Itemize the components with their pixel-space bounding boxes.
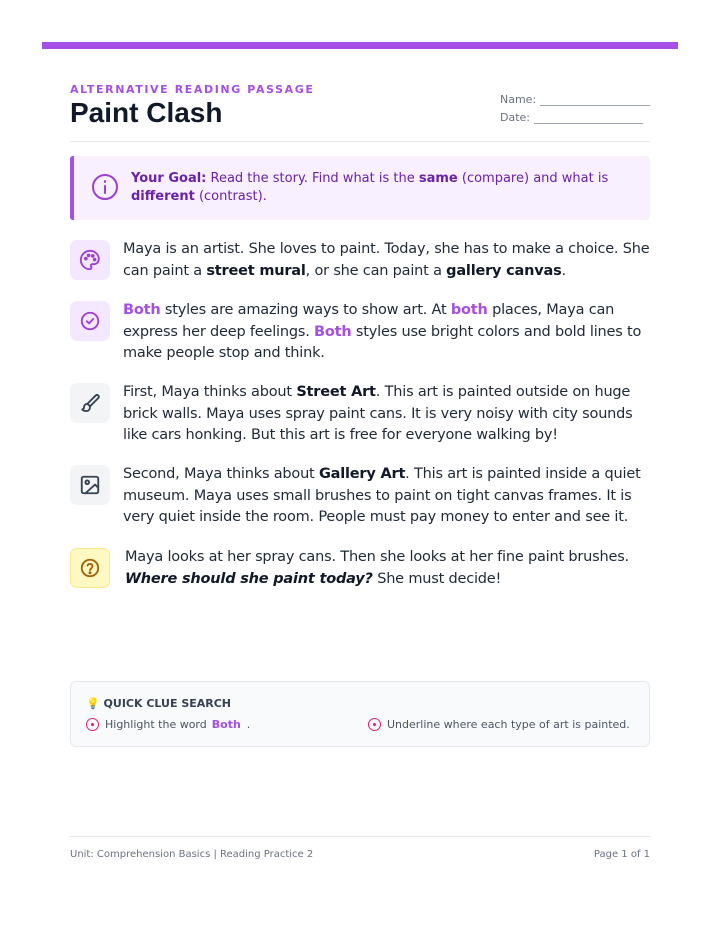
p5-part: Maya looks at her spray cans. Then she looks at her fine paint brushes. (125, 549, 629, 565)
page-title: Paint Clash (70, 97, 223, 128)
clue-item-1 (86, 718, 250, 731)
goal-different: different (131, 189, 195, 204)
p3-street-art: Street Art (296, 384, 376, 400)
p4-part: . This art is painted inside a quiet museum. Maya uses small brushes to paint on tight canvas frames. It is very quiet inside the room. People must pay money to enter and see it. (123, 466, 641, 526)
goal-lead: Your Goal: (131, 171, 207, 186)
clue-heading (86, 697, 231, 710)
p2-both: both (450, 302, 488, 318)
clue-item-2-text: Underline where each type of art is painted. (387, 718, 630, 731)
date-label: Date: (500, 111, 530, 124)
goal-text-2: (compare) and what is (457, 171, 609, 186)
goal-text-3: (contrast). (194, 189, 267, 204)
paragraph-5-text (125, 547, 652, 590)
paintbrush-icon (70, 383, 110, 423)
target-icon (368, 718, 381, 731)
p4-gallery-art: Gallery Art (318, 466, 406, 482)
check-circle-icon (70, 301, 110, 341)
top-accent-bar (42, 42, 678, 49)
paragraph-1-text (123, 239, 650, 282)
p2-part: styles use bright colors and bold lines to make people stop and think. (123, 323, 642, 362)
goal-text (131, 170, 631, 206)
footer-unit: Unit: Comprehension Basics | Reading Practice 2 (70, 849, 314, 860)
goal-callout (70, 156, 650, 220)
p2-both: Both (123, 302, 161, 318)
target-icon (86, 718, 99, 731)
paragraph-3-text (123, 382, 650, 447)
name-row (500, 88, 650, 106)
p2-part: places, Maya can express her deep feelings. (123, 302, 615, 340)
clue-item-2 (368, 718, 630, 731)
quick-clue-box (70, 681, 650, 747)
info-icon (92, 174, 118, 200)
paragraph-2-text (123, 300, 650, 365)
p3-part: First, Maya thinks about (123, 384, 297, 400)
palette-icon (70, 240, 110, 280)
p2-both: Both (314, 323, 352, 340)
paragraph-4-text (123, 464, 650, 529)
p5-part: She must decide! (372, 570, 502, 587)
p4-part: Second, Maya thinks about (123, 466, 319, 482)
footer-page-number: Page 1 of 1 (593, 849, 650, 860)
p3-part: . This art is painted outside on huge brick walls. Maya uses spray paint cans. It is very noisy with city sounds like cars honking. But this art is free for everyone walking by! (123, 384, 633, 444)
passage-kicker: ALTERNATIVE READING PASSAGE (70, 83, 315, 96)
p5-question: Where should she paint today? (125, 570, 373, 587)
p1-part: , or she can paint a (305, 262, 447, 279)
goal-text-1: Read the story. Find what is the (206, 171, 419, 186)
clue-title: QUICK CLUE SEARCH (103, 697, 232, 710)
lightbulb-icon: 💡 (86, 697, 100, 710)
goal-same: same (418, 171, 458, 186)
name-label: Name: (500, 93, 537, 106)
name-date-box (500, 88, 650, 124)
image-icon (70, 465, 110, 505)
p1-part: Maya is an artist. She loves to paint. Today, she has to make a choice. She can paint a (123, 241, 650, 279)
footer-divider (70, 836, 650, 837)
p1-part: . (561, 262, 566, 279)
name-field-line[interactable] (540, 96, 650, 106)
date-row (500, 106, 650, 124)
p1-street-mural: street mural (206, 262, 306, 279)
header-divider (70, 141, 650, 142)
question-circle-icon (70, 548, 110, 588)
clue-item-1-word: Both (211, 718, 241, 731)
date-field-line[interactable] (534, 114, 643, 124)
clue-item-1-text: Highlight the word (105, 718, 207, 731)
p1-gallery-canvas: gallery canvas (446, 262, 562, 279)
clue-item-1-end: . (246, 718, 251, 731)
p2-part: styles are amazing ways to show art. At (160, 302, 451, 318)
